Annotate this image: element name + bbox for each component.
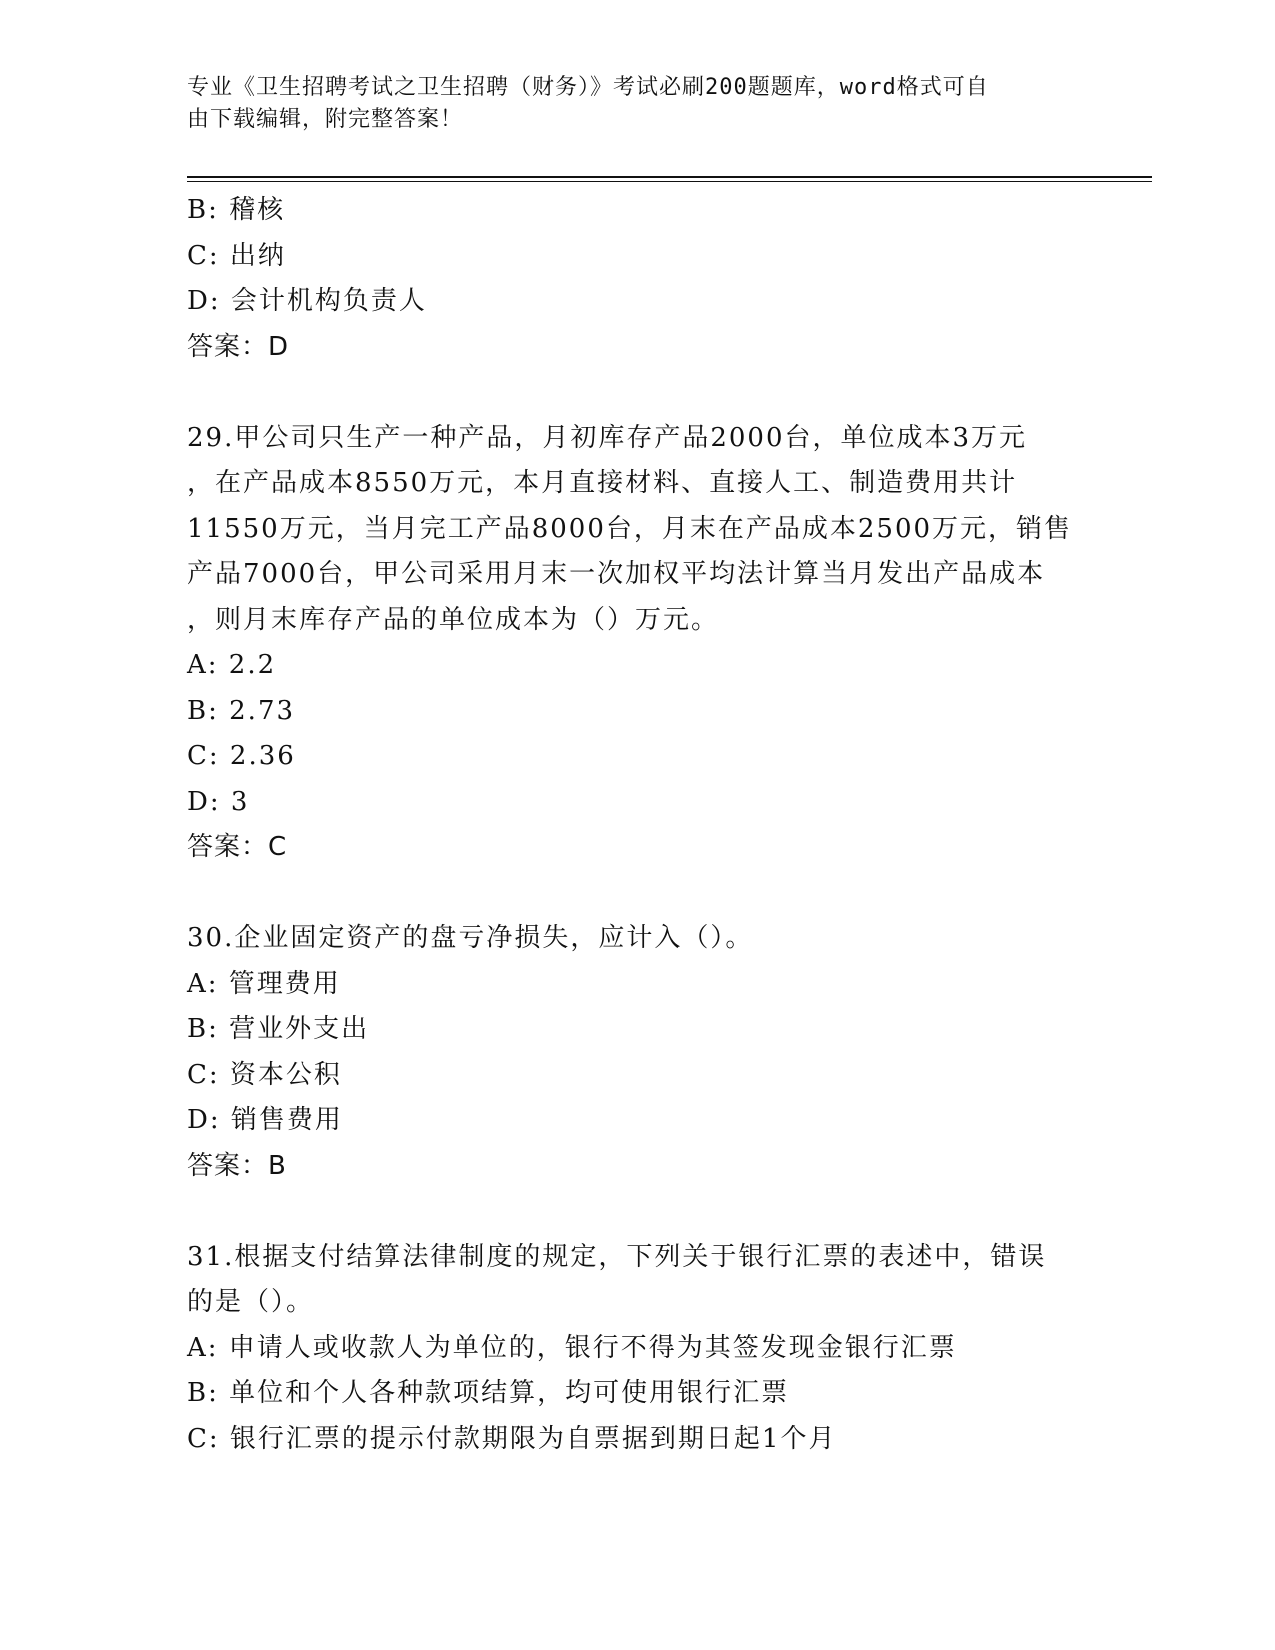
option-d: D: 销售费用 <box>187 1105 343 1135</box>
option-d: D: 3 <box>187 786 250 817</box>
option-c: C: 出纳 <box>187 240 286 271</box>
question-31 <box>187 1235 1087 1463</box>
option-a: A: 2.2 <box>187 650 277 680</box>
question-stem-line: 11550万元，当月完工产品8000台，月末在产品成本2500万元，销售 <box>187 513 1073 544</box>
option-a: A: 申请人或收款人为单位的，银行不得为其签发现金银行汇票 <box>187 1332 957 1363</box>
answer-line: 答案：D <box>187 331 290 362</box>
answer-line: 答案：C <box>187 832 288 862</box>
document-header <box>187 72 1067 136</box>
option-b: B: 稽核 <box>187 195 286 225</box>
option-d: D: 会计机构负责人 <box>187 286 427 316</box>
header-rule-thin <box>187 181 1152 182</box>
prev-question-block <box>187 188 1087 370</box>
question-30 <box>187 916 1087 1189</box>
option-c: C: 资本公积 <box>187 1059 342 1090</box>
question-stem-line: ，在产品成本8550万元，本月直接材料、直接人工、制造费用共计 <box>187 468 1018 498</box>
answer-line: 答案：B <box>187 1150 287 1181</box>
question-content <box>187 188 1087 1462</box>
option-b: B: 2.73 <box>187 695 296 726</box>
header-rule-thick <box>187 176 1152 178</box>
header-line-2: 由下载编辑，附完整答案！ <box>187 107 464 132</box>
question-stem-line: ，则月末库存产品的单位成本为（）万元。 <box>187 604 720 635</box>
question-stem-line: 的是（）。 <box>187 1287 315 1317</box>
header-line-1: 专业《卫生招聘考试之卫生招聘（财务）》考试必刷200题题库，word格式可自 <box>187 75 989 100</box>
question-stem-line: 31.根据支付结算法律制度的规定，下列关于银行汇票的表述中，错误 <box>187 1241 1047 1272</box>
option-a: A: 管理费用 <box>187 968 341 999</box>
option-c: C: 银行汇票的提示付款期限为自票据到期日起1个月 <box>187 1423 837 1454</box>
question-stem-line: 29.甲公司只生产一种产品，月初库存产品2000台，单位成本3万元 <box>187 422 1028 453</box>
question-stem-line: 30.企业固定资产的盘亏净损失，应计入（）。 <box>187 923 754 953</box>
option-b: B: 单位和个人各种款项结算，均可使用银行汇票 <box>187 1378 790 1408</box>
option-b: B: 营业外支出 <box>187 1014 370 1044</box>
question-29 <box>187 416 1087 871</box>
option-c: C: 2.36 <box>187 741 296 771</box>
question-stem-line: 产品7000台，甲公司采用月末一次加权平均法计算当月发出产品成本 <box>187 559 1046 589</box>
